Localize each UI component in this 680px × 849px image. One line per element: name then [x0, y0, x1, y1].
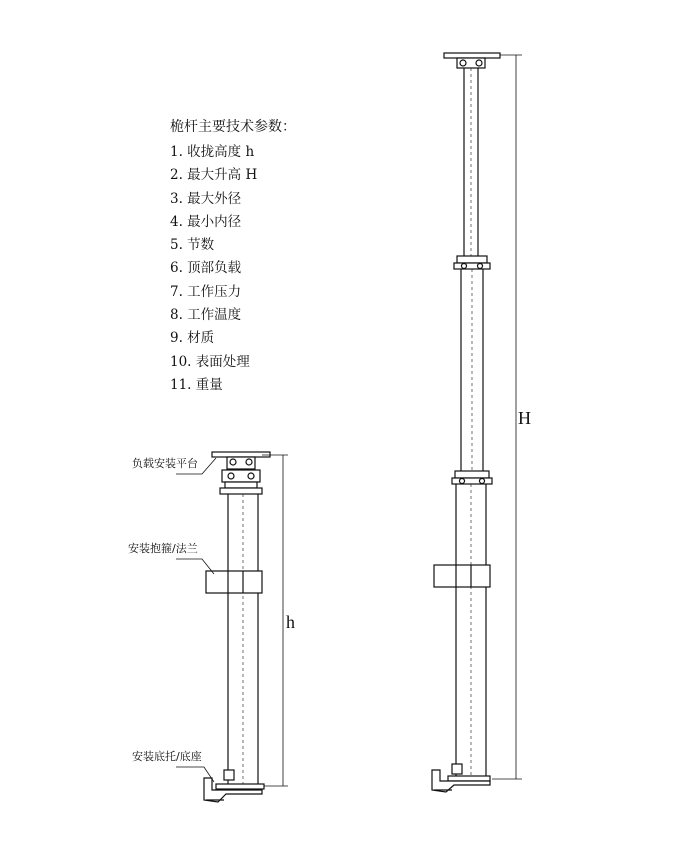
dimension-label-H: H	[518, 408, 531, 428]
extended-base	[432, 764, 490, 792]
spec-item-sections: 5. 节数	[170, 237, 215, 254]
callout-mounting-clamp: 安装抱箍/法兰	[128, 542, 198, 555]
spec-item-max-outer-diameter: 3. 最大外径	[170, 190, 242, 207]
spec-block	[170, 118, 330, 397]
extended-top-plate	[444, 53, 500, 58]
spec-item-max-height: 2. 最大升高 H	[170, 167, 258, 184]
spec-item-working-temperature: 8. 工作温度	[170, 307, 242, 324]
spec-item-surface-treatment: 10. 表面处理	[170, 353, 250, 370]
spec-item-weight: 11. 重量	[170, 376, 223, 393]
callout-base: 安装底托/底座	[132, 750, 202, 763]
spec-item-min-inner-diameter: 4. 最小内径	[170, 213, 242, 230]
callout-load-platform: 负载安装平台	[132, 457, 198, 470]
spec-item-retracted-height: 1. 收拢高度 h	[170, 144, 255, 160]
dimension-label-h: h	[286, 612, 295, 632]
retracted-top-plate	[212, 452, 270, 457]
retracted-base	[204, 770, 264, 802]
retracted-clamp	[206, 571, 262, 593]
spec-list	[170, 141, 330, 397]
spec-item-working-pressure: 7. 工作压力	[170, 283, 242, 300]
extended-collar-2	[455, 471, 489, 478]
spec-title: 桅杆主要技术参数：	[170, 119, 296, 135]
extended-mast	[432, 53, 522, 792]
spec-item-material: 9. 材质	[170, 330, 215, 347]
extended-collar-1	[457, 256, 487, 263]
spec-item-top-load: 6. 顶部负载	[170, 260, 242, 277]
extended-clamp	[434, 565, 490, 587]
